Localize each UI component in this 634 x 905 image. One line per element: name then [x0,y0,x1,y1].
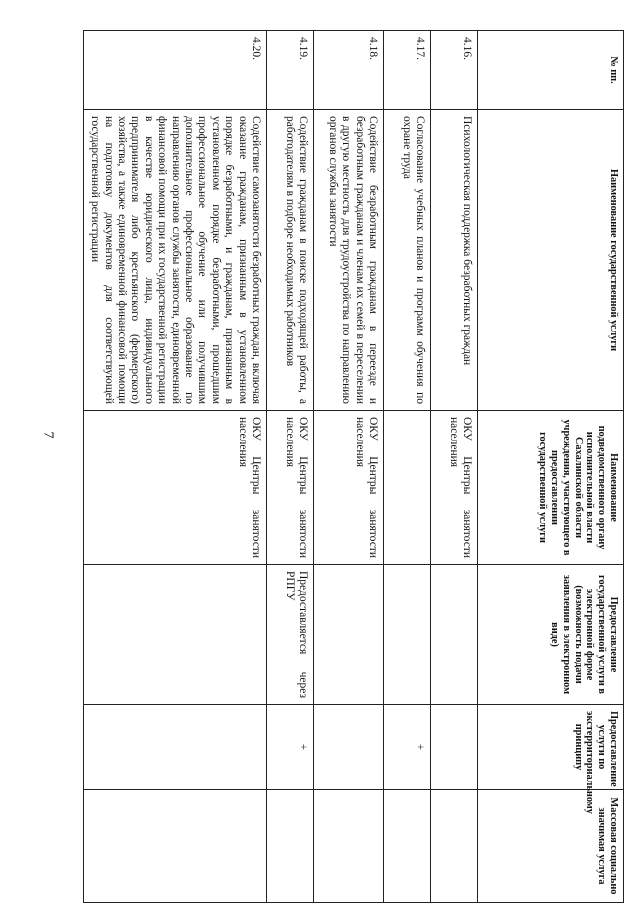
table-row [83,31,266,903]
electronic-form [431,565,478,705]
page-number: 7 [40,431,56,439]
row-number: 4.16. [431,31,478,110]
institution: ОКУ Центры занятости населения [431,411,478,565]
header-mass-service: Массовая социально значимая услуга [478,790,624,903]
header-institution: Наименование подведомственного органу исполнительной власти Сахалинской области учреждения, участвующего в предоставлении государственной услуги [478,411,624,565]
institution: ОКУ Центры занятости населения [267,411,314,565]
service-name: Психологическая поддержка безработных граждан [431,110,478,411]
exterritorial-mark: + [384,705,431,790]
header-num: № пп. [478,31,624,110]
service-name: Содействие самозанятости безработных граждан, включая оказание гражданам, признанным в установленном порядке безработными, и гражданам, признанным в установленном порядке безработными, прошедшим профессиональное обучение или получившим дополнительное профессиональное образование по направлению органов службы занятости, единовременной финансовой помощи при их государственной регистрации в качестве юридического лица, индивидуального предпринимателя либо крестьянского (фермерского) хозяйства, а также единовременной финансовой помощи на подготовку документов для соответствующей государственной регистрации [83,110,266,411]
services-table [83,30,624,903]
electronic-form [83,565,266,705]
exterritorial-mark [83,705,266,790]
institution: ОКУ Центры занятости населения [314,411,384,565]
services-table-wrapper [89,30,624,902]
header-electronic-form: Предоставление государственной услуги в электронной форме (возможность подачи заявления в электронном виде) [478,565,624,705]
exterritorial-mark: + [267,705,314,790]
institution [384,411,431,565]
electronic-form [384,565,431,705]
header-exterritorial: Предоставление услуги по экстерриториальному принципу [478,705,624,790]
mass-service-mark [314,790,384,903]
institution: ОКУ Центры занятости населения [83,411,266,565]
service-name: Содействие безработным гражданам в переезде и безработным гражданам и членам их семей в переселении в другую местность для трудоустройства по направлению органов службы занятости [314,110,384,411]
row-number: 4.19. [267,31,314,110]
exterritorial-mark [431,705,478,790]
electronic-form: Предоставляется через РПГУ [267,565,314,705]
mass-service-mark [267,790,314,903]
service-name: Содействие гражданам в поиске подходящей работы, а работодателям в подборе необходимых работников [267,110,314,411]
row-number: 4.18. [314,31,384,110]
header-row [478,31,624,903]
table-row [314,31,384,903]
exterritorial-mark [314,705,384,790]
electronic-form [314,565,384,705]
table-row [431,31,478,903]
table-row [384,31,431,903]
row-number: 4.20. [83,31,266,110]
header-service-name: Наименование государственной услуги [478,110,624,411]
table-row [267,31,314,903]
row-number: 4.17. [384,31,431,110]
mass-service-mark [83,790,266,903]
mass-service-mark [431,790,478,903]
service-name: Согласование учебных планов и программ обучения по охране труда [384,110,431,411]
mass-service-mark [384,790,431,903]
